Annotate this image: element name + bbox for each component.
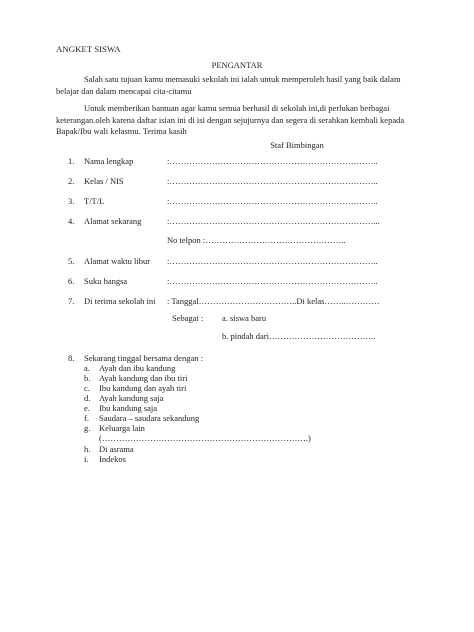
field-number: 6. — [68, 276, 75, 286]
option-item[interactable]: Indekos — [99, 454, 126, 464]
field-blank[interactable]: :………………………………………………………………... — [167, 216, 380, 226]
option-letter: e. — [84, 403, 90, 413]
field-number: 1. — [68, 156, 75, 166]
intro-paragraph-1: Salah satu tujuan kamu memasuki sekolah ini ialah untuk memperoleh hasil yang baik dalam belajar dan dalam mencapai cita-citamu — [56, 74, 401, 96]
signature: Staf Bimbingan — [270, 140, 324, 150]
field-label: Alamat sekarang — [84, 216, 142, 226]
option-letter: b. — [84, 373, 91, 383]
option-item[interactable]: Keluarga lain — [99, 423, 145, 433]
field-number: 4. — [68, 216, 75, 226]
field-blank[interactable]: :……………………………………………………………….. — [167, 196, 378, 206]
question-text: Sekarang tinggal bersama dengan : — [84, 353, 203, 363]
option-item[interactable]: Ayah kandung saja — [99, 393, 164, 403]
intro-paragraph-2: Untuk memberikan bantuan agar kamu semua berhasil di sekolah ini,di perlukan berbagai keterangan.oleh karena daftar isian ini di isi dengan sejujurnya dan segera di serahkan kembali kepada Bapak/Ibu wali kelasmu. Terima kasih — [56, 103, 405, 136]
option-letter: h. — [84, 444, 91, 454]
option-letter: d. — [84, 393, 91, 403]
field-blank[interactable]: :……………………………………………………………….. — [167, 156, 378, 166]
option-letter: f. — [84, 413, 89, 423]
option-letter: i. — [84, 454, 89, 464]
field-number: 2. — [68, 176, 75, 186]
field-number: 7. — [68, 296, 75, 306]
question-number: 8. — [68, 353, 75, 363]
field-number: 5. — [68, 256, 75, 266]
field-label: Di terima sekolah ini — [84, 296, 156, 306]
intro-heading: PENGANTAR — [211, 60, 263, 70]
option-item[interactable]: Saudara – saudara sekandung — [99, 413, 200, 423]
option-letter: a. — [84, 363, 90, 373]
field-blank[interactable]: :……………………………………………………………….. — [167, 256, 378, 266]
other-family-blank[interactable]: (……………………………………………………………….) — [99, 433, 311, 443]
option-item[interactable]: Ibu kandung saja — [99, 403, 158, 413]
option-new-student[interactable]: a. siswa baru — [222, 313, 267, 323]
option-item[interactable]: Di asrama — [99, 444, 134, 454]
sebagai-label: Sebagai : — [172, 313, 204, 323]
field-blank[interactable]: :……………………………………………………………….. — [167, 276, 378, 286]
admission-date-class-blank[interactable]: : Tanggal……………………………..Di kelas……..………… — [167, 296, 380, 306]
option-item[interactable]: Ayah kandung dan ibu tiri — [99, 373, 188, 383]
option-letter: g. — [84, 423, 91, 433]
phone-field[interactable]: No telpon :………………………………………….. — [167, 235, 346, 245]
field-label: Kelas / NIS — [84, 176, 124, 186]
field-blank[interactable]: :……………………………………………………………….. — [167, 176, 378, 186]
option-transfer-blank[interactable]: b. pindah dari……………………………….. — [222, 331, 376, 341]
option-letter: c. — [84, 383, 90, 393]
field-label: T/T/L — [84, 196, 105, 206]
document-title: ANGKET SISWA — [56, 44, 121, 54]
option-item[interactable]: Ibu kandung dan ayah tiri — [99, 383, 187, 393]
option-item[interactable]: Ayah dan ibu kandung — [99, 363, 176, 373]
field-number: 3. — [68, 196, 75, 206]
field-label: Nama lengkap — [84, 156, 134, 166]
field-label: Suku bangsa — [84, 276, 128, 286]
field-label: Alamat waktu libur — [84, 256, 151, 266]
